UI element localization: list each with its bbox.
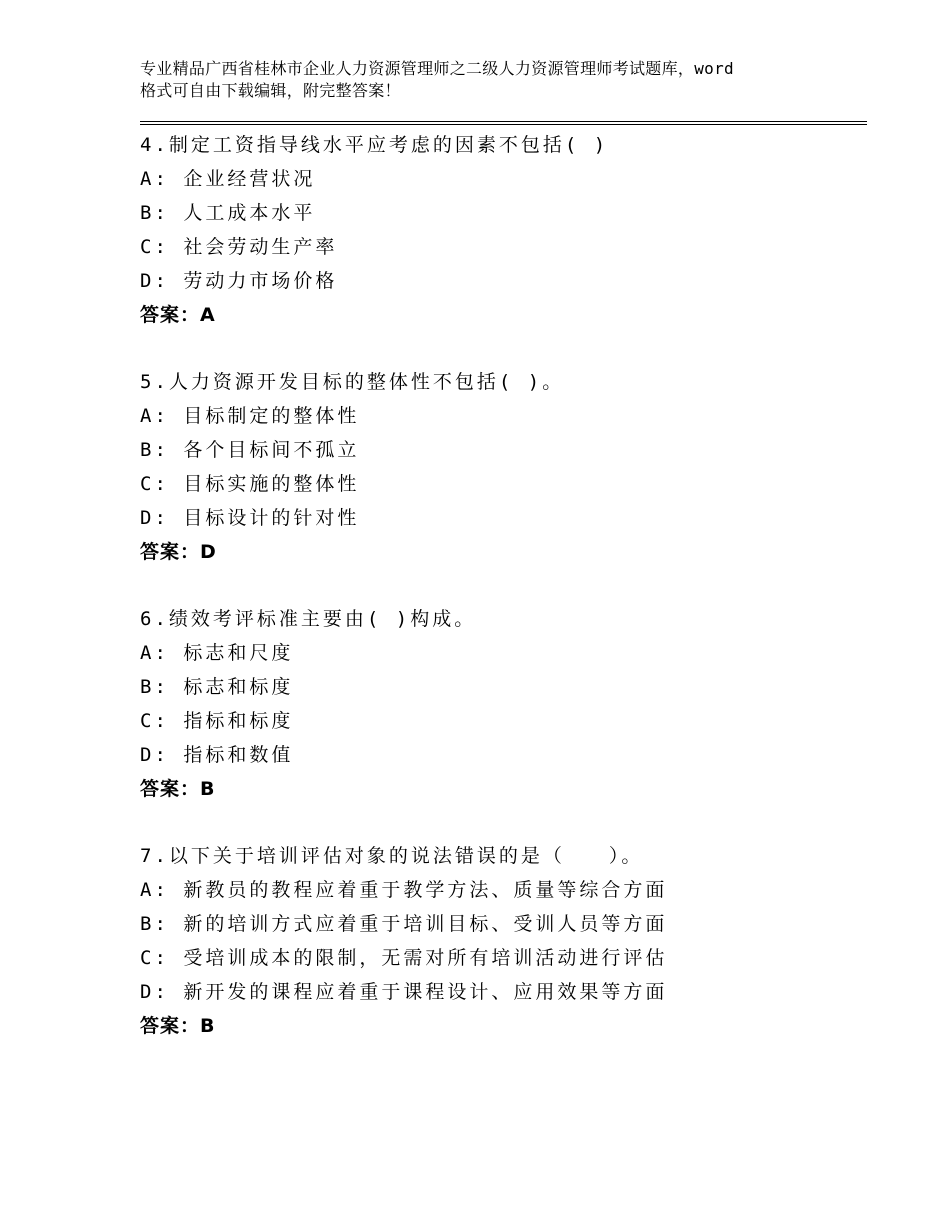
question-6 <box>140 602 860 806</box>
option-d: D: 劳动力市场价格 <box>140 270 338 292</box>
option-a: A: 新教员的教程应着重于教学方法、质量等综合方面 <box>140 879 668 901</box>
question-stem: 7.以下关于培训评估对象的说法错误的是（ ）。 <box>140 845 644 867</box>
option-c: C: 指标和标度 <box>140 710 294 732</box>
answer-label: 答案：B <box>140 1015 216 1037</box>
header-line-1: 专业精品广西省桂林市企业人力资源管理师之二级人力资源管理师考试题库，word <box>140 59 734 78</box>
option-b: B: 各个目标间不孤立 <box>140 439 360 461</box>
option-b: B: 新的培训方式应着重于培训目标、受训人员等方面 <box>140 913 668 935</box>
question-stem: 5.人力资源开发目标的整体性不包括( )。 <box>140 371 565 393</box>
option-d: D: 新开发的课程应着重于课程设计、应用效果等方面 <box>140 981 668 1003</box>
header-line-2: 格式可自由下载编辑，附完整答案！ <box>140 81 401 100</box>
option-c: C: 受培训成本的限制，无需对所有培训活动进行评估 <box>140 947 668 969</box>
header-divider-bottom <box>140 124 867 125</box>
option-b: B: 标志和标度 <box>140 676 294 698</box>
question-stem: 6.绩效考评标准主要由( )构成。 <box>140 608 477 630</box>
question-stem: 4.制定工资指导线水平应考虑的因素不包括( ) <box>140 134 609 156</box>
option-c: C: 社会劳动生产率 <box>140 236 338 258</box>
question-4 <box>140 128 860 332</box>
question-5 <box>140 365 860 569</box>
answer-label: 答案：D <box>140 541 217 563</box>
document-header <box>140 58 840 102</box>
question-7 <box>140 839 860 1043</box>
question-list <box>140 128 860 1076</box>
option-a: A: 标志和尺度 <box>140 642 294 664</box>
option-d: D: 指标和数值 <box>140 744 294 766</box>
option-c: C: 目标实施的整体性 <box>140 473 360 495</box>
answer-label: 答案：A <box>140 304 216 326</box>
header-divider-top <box>140 121 867 122</box>
answer-label: 答案：B <box>140 778 216 800</box>
option-a: A: 企业经营状况 <box>140 168 316 190</box>
option-b: B: 人工成本水平 <box>140 202 316 224</box>
option-a: A: 目标制定的整体性 <box>140 405 360 427</box>
option-d: D: 目标设计的针对性 <box>140 507 360 529</box>
